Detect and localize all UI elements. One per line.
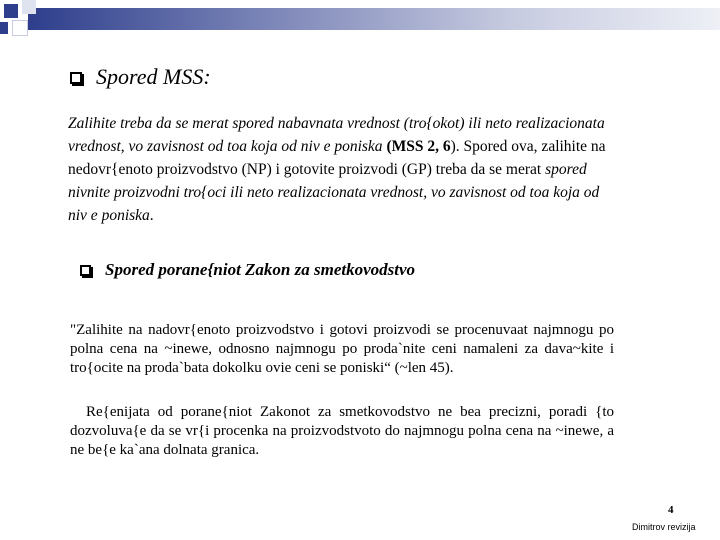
paragraph-mss: Zalihite treba da se merat spored nabavnata vrednost (tro{okot) ili neto realizacionata vrednost, vo zavisnost od toa koja od niv e poniska (MSS 2, 6). Spored ova, zalihite na nedovr{enoto proizvodstvo (NP) i gotovite proizvodi (GP) treba da se merat spored nivnite proizvodni tro{oci ili neto realizacionata vrednost, vo zavisnost od toa koja od niv e poniska. <box>68 115 606 224</box>
section-heading-law <box>80 260 415 280</box>
section-heading-mss <box>70 64 211 90</box>
heading-text: Spored porane{niot Zakon za smetkovodstvo <box>105 260 416 279</box>
paragraph-law-comment: Re{enijata od porane{niot Zakonot za smetkovodstvo ne bea precizni, poradi {to dozvoluva{e da se vr{i procenka na proizvodstvoto do najmnogu polna cena na ~inewe, a ne be{e ka`ana dolnata granica. <box>70 404 614 458</box>
page-number: 4 <box>668 504 674 516</box>
checkbox-bullet-icon <box>80 265 91 276</box>
checkbox-bullet-icon <box>70 72 82 84</box>
footer-text: Dimitrov revizija <box>632 522 696 532</box>
decor-square <box>4 4 18 18</box>
title-bar-decoration <box>28 8 720 30</box>
paragraph-law-quote: "Zalihite na nadovr{enoto proizvodstvo i gotovi proizvodi se procenuvaat najmnogu po polna cena na ~inewe, odnosno najmnogu po proda`nite ceni namaleni za dava~kite i tro{ocite na proda`bata dokolku ovie ceni se poniski“ (~len 45). <box>70 322 614 376</box>
decor-square <box>22 0 36 14</box>
heading-text: Spored MSS: <box>96 64 211 89</box>
decor-square <box>0 22 8 34</box>
decor-square <box>12 20 28 36</box>
